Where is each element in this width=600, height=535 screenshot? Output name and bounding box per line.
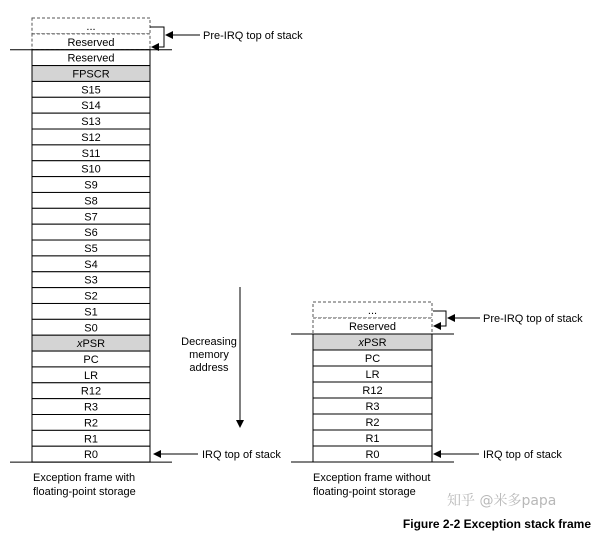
stack-cell-label: LR [83, 369, 99, 382]
stack-cell-label: FPSCR [72, 68, 110, 81]
stack-cell-label: xPSR [358, 337, 387, 349]
stack-cell-label: R1 [365, 433, 380, 445]
left-caption-line-1: Exception frame with [33, 472, 136, 484]
stack-cell-label: S6 [84, 227, 98, 240]
left-pre-irq-label: Pre-IRQ top of stack [203, 30, 303, 42]
stack-cell-label: S11 [81, 147, 101, 160]
watermark: 知乎 @米多papa [447, 493, 557, 509]
left-pre-irq-annotation [150, 27, 303, 47]
stack-cell-label: R0 [365, 449, 380, 461]
left-caption-line-2: floating-point storage [33, 486, 136, 498]
right-caption-line-1: Exception frame without [313, 472, 431, 484]
stack-cell-label: S5 [84, 242, 98, 255]
stack-cell-label: Reserved [67, 36, 115, 49]
stack-cell-label: S7 [84, 211, 98, 224]
stack-cell-label: R0 [83, 449, 99, 462]
stack-cell-label: xPSR [76, 338, 106, 351]
stack-cell-label: S1 [84, 306, 98, 319]
stack-cell-label: S15 [81, 84, 101, 97]
stack-cell-label: LR [365, 369, 380, 381]
stack-cell-label: PC [364, 353, 381, 365]
stack-cell-label: R12 [362, 385, 383, 397]
stack-cell-label: S13 [81, 116, 101, 129]
figure-caption: Figure 2-2 Exception stack frame [402, 517, 591, 531]
stack-cell-label: R3 [83, 401, 99, 414]
stack-cell-label: Reserved [348, 321, 397, 333]
stack-cell-label: PC [83, 353, 99, 366]
right-pre-irq-annotation [433, 311, 583, 326]
stack-cell-label: S0 [84, 322, 98, 335]
left-irq-label: IRQ top of stack [202, 449, 281, 461]
stack-cell-label: S3 [84, 274, 98, 287]
left-irq-annotation [154, 449, 281, 461]
right-pre-irq-bracket-arrow [433, 311, 446, 326]
right-irq-annotation [434, 449, 562, 461]
stack-cell-label: R1 [83, 433, 99, 446]
stack-cell-label: ... [86, 20, 96, 33]
stack-cell-label: R3 [365, 401, 380, 413]
stack-cell-label: S10 [81, 163, 101, 176]
decreasing-label-line-1: Decreasing [181, 336, 237, 348]
left-pre-irq-bracket-arrow [150, 27, 164, 47]
stack-cell-label: S2 [84, 290, 98, 303]
right-caption-line-2: floating-point storage [313, 486, 416, 498]
stack-cell-label: S9 [84, 179, 98, 192]
stack-cell-label: S4 [84, 258, 98, 271]
decreasing-label-line-3: address [189, 362, 229, 374]
left-stack-frame [10, 18, 172, 462]
right-irq-label: IRQ top of stack [483, 449, 562, 461]
right-pre-irq-label: Pre-IRQ top of stack [483, 313, 583, 325]
stack-cell-label: S14 [81, 100, 101, 113]
stack-cell-label: ... [367, 305, 378, 317]
stack-cell-label: R2 [83, 417, 99, 430]
stack-cell-label: R2 [365, 417, 380, 429]
stack-cell-label: R12 [80, 385, 102, 398]
stack-cell-label: S8 [84, 195, 98, 208]
right-stack-frame [291, 302, 454, 462]
decreasing-memory-annotation [181, 287, 240, 427]
stack-cell-label: S12 [81, 131, 101, 144]
stack-cell-label: Reserved [67, 52, 115, 65]
decreasing-label-line-2: memory [189, 349, 229, 361]
